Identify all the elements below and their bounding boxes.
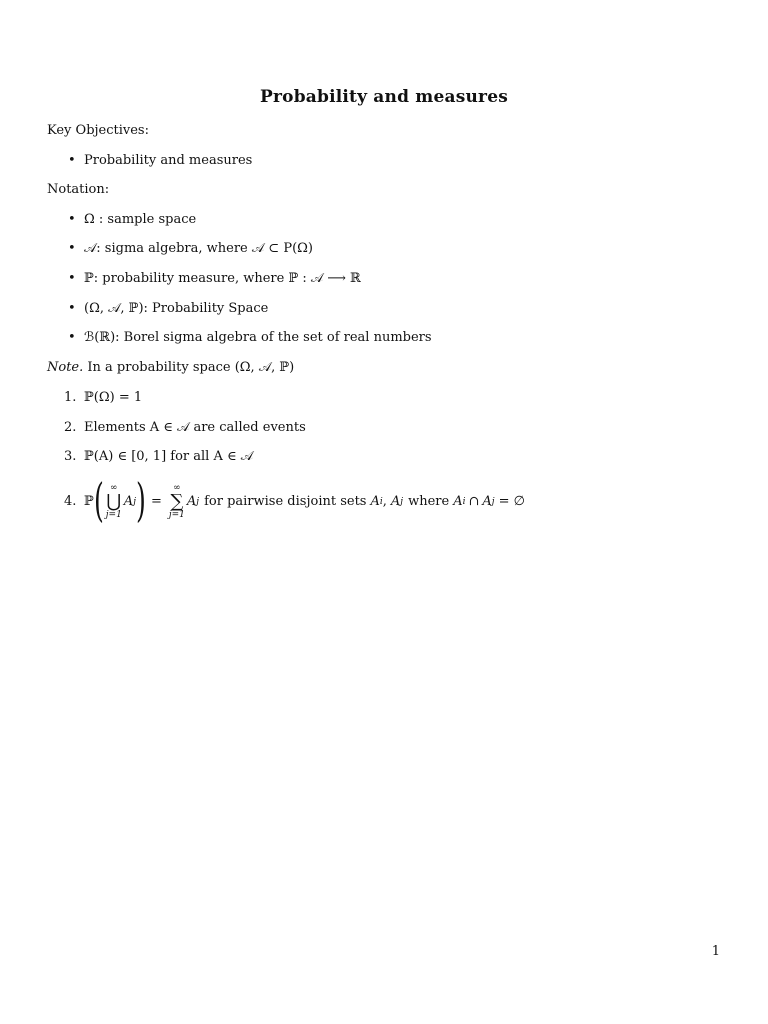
bullet-icon: • (68, 153, 76, 168)
note-text: In a probability space (Ω, 𝒜, ℙ) (87, 360, 295, 375)
bullet-icon: • (68, 212, 76, 227)
left-paren: ( (93, 473, 104, 527)
note-item-sigma-additivity: 4. ℙ ( ∞ ⋃ j=1 A j ) = ∞ ∑ j=1 A j for pairwise disjoint sets A i , A j where A i ∩ A j = ∅ (64, 473, 525, 527)
bullet-icon: • (68, 330, 76, 345)
page-number: 1 (711, 944, 720, 959)
note-label: Note. (47, 360, 84, 375)
notation-item: • ℬ(ℝ): Borel sigma algebra of the set of real numbers (68, 330, 432, 345)
union-operator: ∞ ⋃ j=1 (105, 483, 122, 520)
notation-item: • ℙ: probability measure, where ℙ : 𝒜 ⟶ ℝ (68, 271, 361, 286)
note-item: 2. Elements A ∈ 𝒜 are called events (64, 420, 306, 435)
page-title: Probability and measures (260, 87, 508, 107)
objective-item: • Probability and measures (68, 153, 253, 168)
bullet-icon: • (68, 241, 76, 256)
right-paren: ) (136, 473, 146, 527)
note-item: 3. ℙ(A) ∈ [0, 1] for all A ∈ 𝒜 (64, 449, 254, 464)
note-paragraph (47, 360, 294, 376)
sum-operator: ∞ ∑ j=1 (168, 483, 185, 520)
notation-item: • Ω : sample space (68, 212, 197, 227)
notation-heading: Notation: (47, 182, 110, 197)
objectives-heading: Key Objectives: (47, 123, 149, 138)
note-item: 1. ℙ(Ω) = 1 (64, 390, 143, 405)
notation-item: • (Ω, 𝒜, ℙ): Probability Space (68, 301, 269, 316)
bullet-icon: • (68, 301, 76, 316)
bullet-icon: • (68, 271, 76, 286)
notation-item: • 𝒜: sigma algebra, where 𝒜 ⊂ P(Ω) (68, 241, 314, 256)
